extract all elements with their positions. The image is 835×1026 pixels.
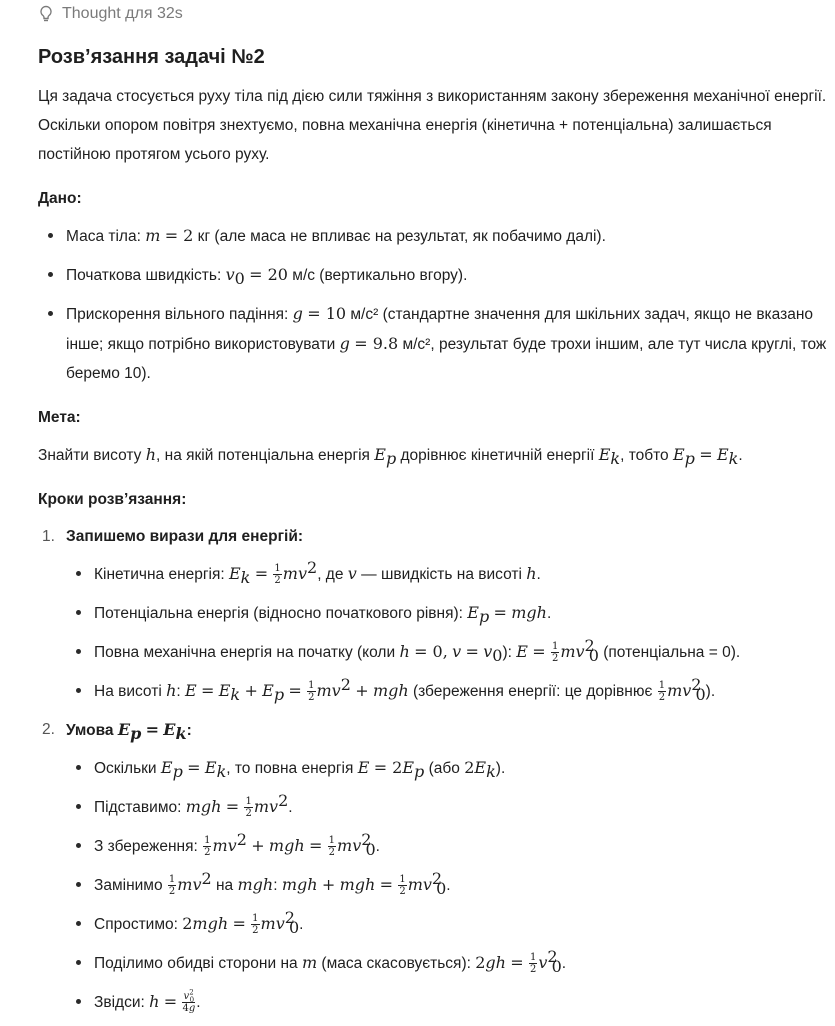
list-item: Звідси: h = $\frac{v^2_0}{4g}$ . [66,987,828,1017]
goal-title: Мета: [38,409,81,426]
lightbulb-icon [38,5,54,23]
chat-response [38,0,828,1026]
thought-toggle[interactable] [38,1,828,27]
list-item: Маса тіла: m = 2 кг (але маса не впливає на результат, як побачимо далі). [38,221,828,251]
given-title: Дано: [38,190,82,207]
given-list [38,221,828,388]
list-item: З збереження: $\frac{1}{2}$ $mv^2$ + mgh = $\frac{1}{2}$ $mv^2_0$. [66,831,828,861]
list-item: Замінимо $\frac{1}{2}$ $mv^2$ на mgh: mgh + mgh = $\frac{1}{2}$ $mv^2_0$. [66,870,828,900]
solution-heading: Розв’язання задачі №2 [38,46,265,68]
steps-list [38,522,828,1017]
thought-label: Thought для 32s [62,5,183,22]
steps-title: Кроки розв’язання: [38,491,187,508]
list-item: Поділимо обидві сторони на m (маса скасовується): 2gh = $\frac{1}{2}$ $v^2_0$. [66,948,828,978]
list-item: Потенціальна енергія (відносно початкового рівня): $E_p$ = mgh. [66,598,828,628]
list-item: Спростимо: 2mgh = $\frac{1}{2}$ $mv^2_0$. [66,909,828,939]
list-item: Початкова швидкість: $v_0 = 20$ м/с (вертикально вгору). [38,260,828,290]
step-item: 2. Умова $E_p = E_k$: Оскільки $E_p = E_k$, то повна енергія $E = 2E_p$ (або $2E_k$). Підставимо: mgh = $\frac{1}{2}$ $mv^2$. З збереження: $\frac{1}{2}$ $mv^2$ + mgh = $\frac{1}{2}$ $mv^2_0$. Замінимо $\frac{1}{2}$ $mv^2$ на mgh: mgh + mgh = $\frac{1}{2}$ $mv^2_0$. Спростимо: 2mgh = $\frac{1}{2}$ $mv^2_0$. Поділимо обидві сторони на m (маса скасовується): 2gh = $\frac{1}{2}$ $v^2_0$. Звідси: h = $\frac{v^2_0}{4g}$ . [38,715,828,1017]
list-item: На висоті h: $E = E_k + E_p$ = $\frac{1}{2}$ $mv^2$ + mgh (збереження енергії: це дорівнює $\frac{1}{2}$ $mv^2_0$). [66,676,828,706]
list-item: Прискорення вільного падіння: g = 10 м/с² (стандартне значення для шкільних задач, якщо не вказано інше; якщо потрібно використовувати g = 9.8 м/с², результат буде трохи іншим, але тут числа круглі, тож беремо 10). [38,299,828,388]
list-item: Повна механічна енергія на початку (коли h = 0, $v = v_0$): E = $\frac{1}{2}$ $mv^2_0$ (потенціальна = 0). [66,637,828,667]
intro-paragraph: Ця задача стосується руху тіла під дією сили тяжіння з використанням закону збереження механічної енергії. Оскільки опором повітря знехтуємо, повна механічна енергія (кінетична + потенціальна) залишається постійною протягом усього руху. [38,88,827,163]
step-item: 1. Запишемо вирази для енергій: Кінетична енергія: $E_k$ = $\frac{1}{2}$ $mv^2$, де v — швидкість на висоті h. Потенціальна енергія (відносно початкового рівня): $E_p$ = mgh. Повна механічна енергія на початку (коли h = 0, $v = v_0$): E = $\frac{1}{2}$ $mv^2_0$ (потенціальна = 0). На висоті h: $E = E_k + E_p$ = $\frac{1}{2}$ $mv^2$ + mgh (збереження енергії: це дорівнює $\frac{1}{2}$ $mv^2_0$). [38,522,828,706]
list-item: Підставимо: mgh = $\frac{1}{2}$ $mv^2$. [66,792,828,822]
goal-paragraph: Знайти висоту h, на якій потенціальна енергія $E_p$ дорівнює кінетичній енергії $E_k$, тобто $E_p = E_k$. [38,445,743,469]
list-item: Оскільки $E_p = E_k$, то повна енергія $E = 2E_p$ (або $2E_k$). [66,753,828,783]
list-item: Кінетична енергія: $E_k$ = $\frac{1}{2}$ $mv^2$, де v — швидкість на висоті h. [66,559,828,589]
